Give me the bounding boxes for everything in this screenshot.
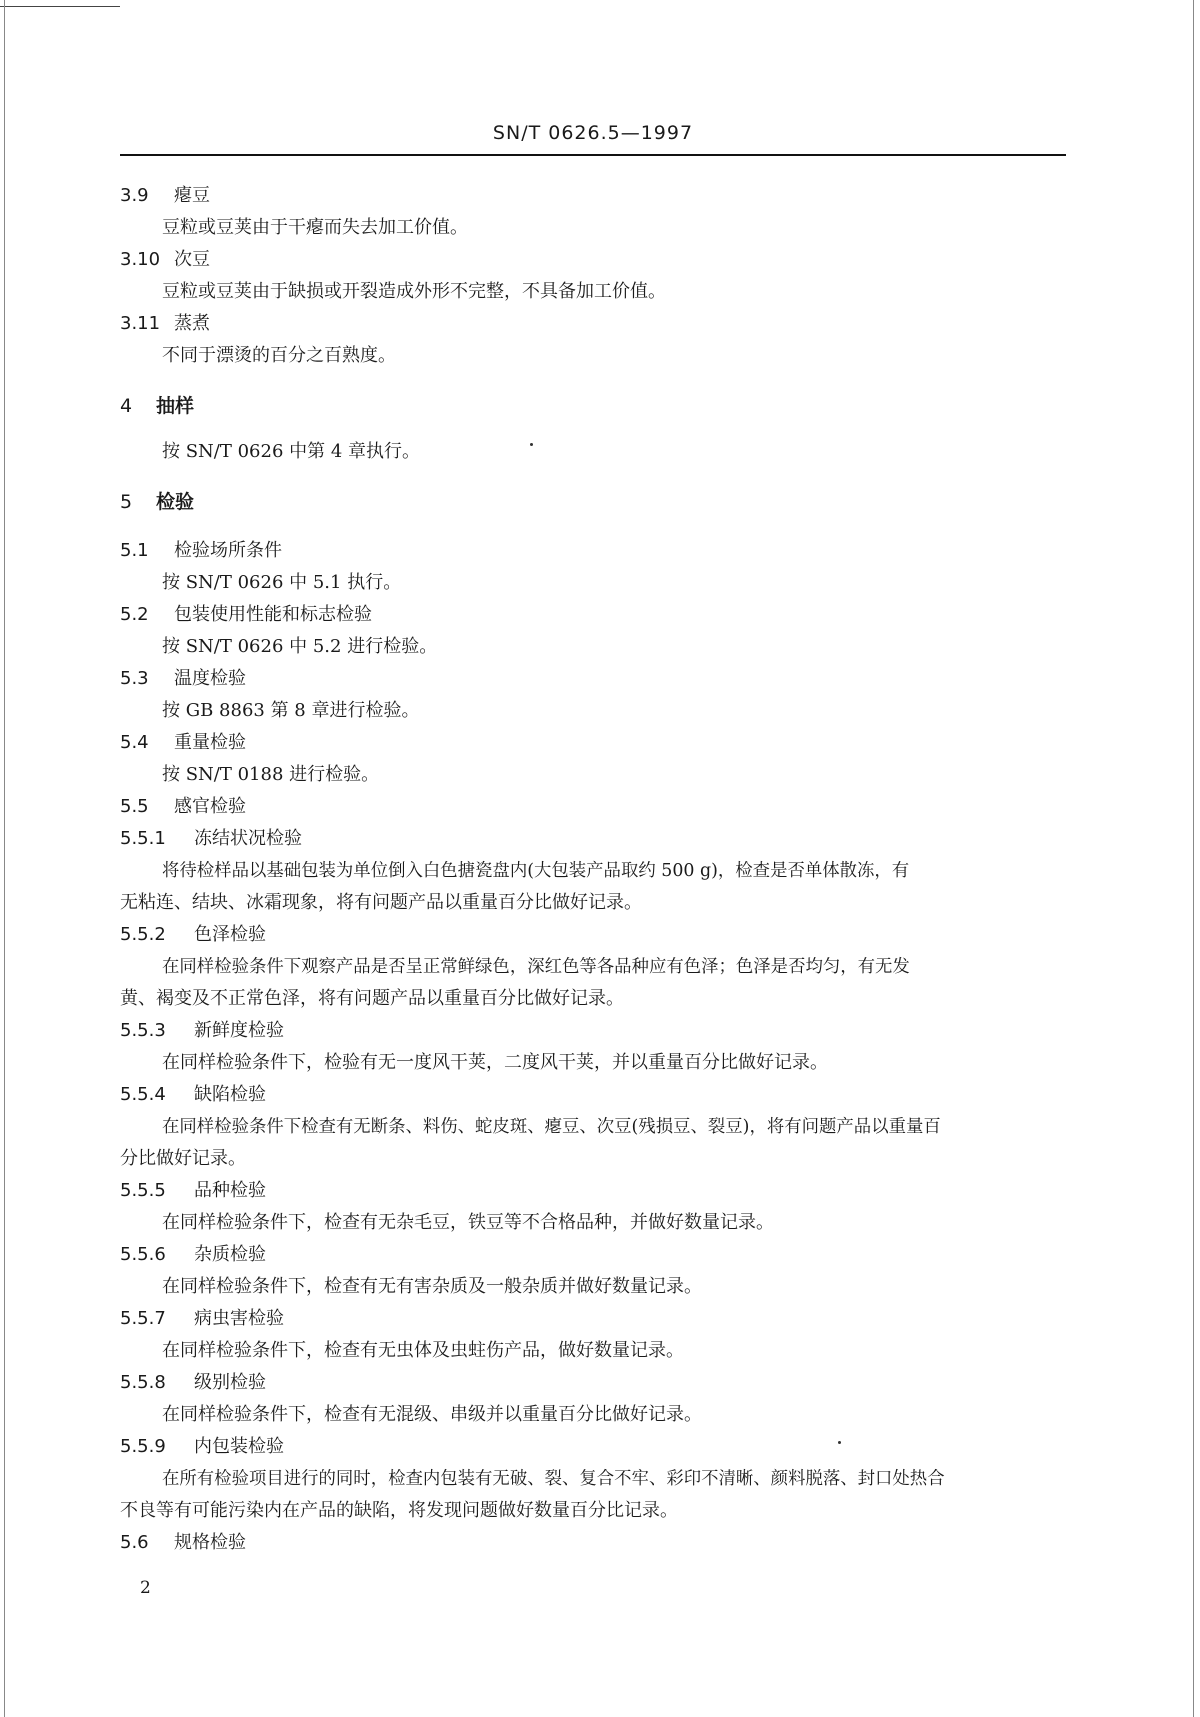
section-5-6-heading xyxy=(120,1531,246,1555)
section-title: 感官检验 xyxy=(174,796,246,817)
section-number: 5.4 xyxy=(120,732,149,753)
section-5-5-7-body: 在同样检验条件下，检查有无虫体及虫蛀伤产品，做好数量记录。 xyxy=(162,1340,684,1361)
section-number: 5.5 xyxy=(120,796,149,817)
scan-edge-right xyxy=(1193,0,1194,1717)
chapter-5-heading xyxy=(120,490,194,514)
section-5-5-9-heading xyxy=(120,1435,284,1459)
section-5-5-2-body-line2: 黄、褐变及不正常色泽，将有问题产品以重量百分比做好记录。 xyxy=(120,988,624,1009)
section-number: 3.11 xyxy=(120,313,161,334)
section-5-5-1-body-line1: 将待检样品以基础包装为单位倒入白色搪瓷盘内(大包装产品取约 500 g)，检查是否单体散冻，有 xyxy=(162,861,910,881)
section-number: 5.5.7 xyxy=(120,1308,166,1329)
page-number: 2 xyxy=(140,1578,151,1598)
section-5-5-7-heading xyxy=(120,1307,284,1331)
section-5-1-body: 按 SN/T 0626 中 5.1 执行。 xyxy=(162,572,402,593)
section-5-5-6-body: 在同样检验条件下，检查有无有害杂质及一般杂质并做好数量记录。 xyxy=(162,1276,702,1297)
section-5-4-heading xyxy=(120,731,246,755)
section-number: 5.5.1 xyxy=(120,828,166,849)
section-5-2-body: 按 SN/T 0626 中 5.2 进行检验。 xyxy=(162,636,438,657)
section-5-5-4-heading xyxy=(120,1083,266,1107)
section-title: 杂质检验 xyxy=(194,1244,266,1265)
section-3-10-heading xyxy=(120,248,210,272)
chapter-number: 4 xyxy=(120,395,133,417)
section-number: 5.5.2 xyxy=(120,924,166,945)
section-3-11-heading xyxy=(120,312,210,336)
chapter-title: 抽样 xyxy=(156,395,195,417)
scan-edge-top xyxy=(0,6,120,7)
section-5-5-6-heading xyxy=(120,1243,266,1267)
section-number: 5.5.9 xyxy=(120,1436,166,1457)
section-5-5-8-body: 在同样检验条件下，检查有无混级、串级并以重量百分比做好记录。 xyxy=(162,1404,702,1425)
section-number: 5.5.6 xyxy=(120,1244,166,1265)
section-5-5-heading xyxy=(120,795,246,819)
section-5-3-body: 按 GB 8863 第 8 章进行检验。 xyxy=(162,700,420,721)
section-title: 次豆 xyxy=(174,249,210,270)
section-title: 缺陷检验 xyxy=(194,1084,266,1105)
section-3-9-body: 豆粒或豆荚由于干瘪而失去加工价值。 xyxy=(162,217,468,238)
chapter-4-heading xyxy=(120,394,194,418)
section-5-3-heading xyxy=(120,667,246,691)
chapter-4-body: 按 SN/T 0626 中第 4 章执行。 xyxy=(162,441,421,462)
section-number: 3.10 xyxy=(120,249,161,270)
scan-speck xyxy=(838,1441,841,1444)
section-title: 瘪豆 xyxy=(174,185,210,206)
section-title: 色泽检验 xyxy=(194,924,266,945)
standard-header: SN/T 0626.5—1997 xyxy=(492,122,694,144)
chapter-number: 5 xyxy=(120,491,133,513)
section-number: 3.9 xyxy=(120,185,149,206)
section-5-1-heading xyxy=(120,539,282,563)
section-number: 5.5.5 xyxy=(120,1180,166,1201)
scan-speck xyxy=(530,443,533,446)
section-5-5-2-heading xyxy=(120,923,266,947)
section-title: 品种检验 xyxy=(194,1180,266,1201)
section-5-5-8-heading xyxy=(120,1371,266,1395)
section-3-11-body: 不同于漂烫的百分之百熟度。 xyxy=(162,345,396,366)
section-5-5-9-body-line2: 不良等有可能污染内在产品的缺陷，将发现问题做好数量百分比记录。 xyxy=(120,1500,678,1521)
section-number: 5.5.8 xyxy=(120,1372,166,1393)
section-number: 5.6 xyxy=(120,1532,149,1553)
scan-edge-left xyxy=(4,0,5,1717)
section-3-9-heading xyxy=(120,184,210,208)
section-title: 蒸煮 xyxy=(174,313,210,334)
section-title: 病虫害检验 xyxy=(194,1308,284,1329)
section-title: 新鲜度检验 xyxy=(194,1020,284,1041)
header-rule xyxy=(120,154,1066,156)
section-title: 检验场所条件 xyxy=(174,540,282,561)
section-title: 温度检验 xyxy=(174,668,246,689)
section-number: 5.1 xyxy=(120,540,149,561)
section-title: 包装使用性能和标志检验 xyxy=(174,604,372,625)
section-5-5-1-heading xyxy=(120,827,302,851)
section-title: 级别检验 xyxy=(194,1372,266,1393)
section-number: 5.5.4 xyxy=(120,1084,166,1105)
section-5-5-5-body: 在同样检验条件下，检查有无杂毛豆，铁豆等不合格品种，并做好数量记录。 xyxy=(162,1212,774,1233)
section-title: 冻结状况检验 xyxy=(194,828,302,849)
section-5-4-body: 按 SN/T 0188 进行检验。 xyxy=(162,764,380,785)
section-number: 5.2 xyxy=(120,604,149,625)
section-5-5-4-body-line2: 分比做好记录。 xyxy=(120,1148,246,1169)
section-title: 重量检验 xyxy=(174,732,246,753)
section-5-5-5-heading xyxy=(120,1179,266,1203)
section-5-5-3-body: 在同样检验条件下，检验有无一度风干荚，二度风干荚，并以重量百分比做好记录。 xyxy=(162,1052,828,1073)
section-3-10-body: 豆粒或豆荚由于缺损或开裂造成外形不完整，不具备加工价值。 xyxy=(162,281,666,302)
section-5-5-3-heading xyxy=(120,1019,284,1043)
section-number: 5.5.3 xyxy=(120,1020,166,1041)
section-title: 内包装检验 xyxy=(194,1436,284,1457)
section-5-5-1-body-line2: 无粘连、结块、冰霜现象，将有问题产品以重量百分比做好记录。 xyxy=(120,892,642,913)
chapter-title: 检验 xyxy=(156,491,195,513)
section-5-5-2-body-line1: 在同样检验条件下观察产品是否呈正常鲜绿色，深红色等各品种应有色泽；色泽是否均匀，有无发 xyxy=(162,957,910,977)
section-title: 规格检验 xyxy=(174,1532,246,1553)
section-5-2-heading xyxy=(120,603,372,627)
section-number: 5.3 xyxy=(120,668,149,689)
section-5-5-9-body-line1: 在所有检验项目进行的同时，检查内包装有无破、裂、复合不牢、彩印不清晰、颜料脱落、封口处热合 xyxy=(162,1469,945,1489)
section-5-5-4-body-line1: 在同样检验条件下检查有无断条、料伤、蛇皮斑、瘪豆、次豆(残损豆、裂豆)，将有问题产品以重量百 xyxy=(162,1117,941,1137)
